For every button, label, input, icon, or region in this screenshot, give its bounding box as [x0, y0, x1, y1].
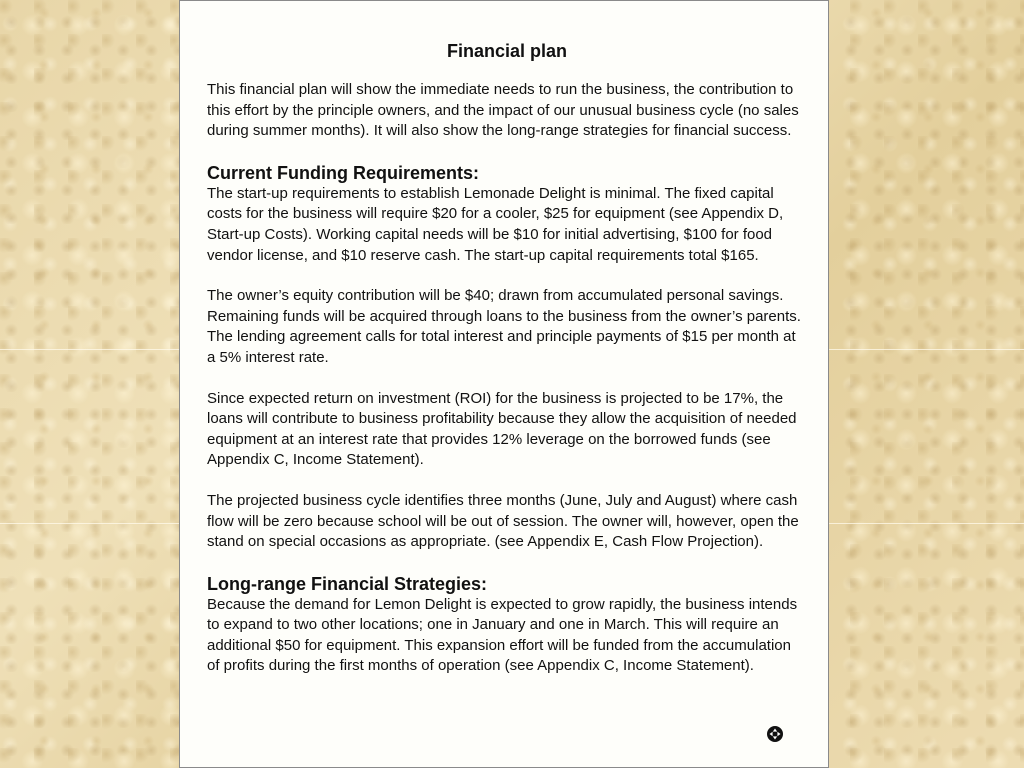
page-title: Financial plan [446, 41, 568, 61]
slide-navigation-icon[interactable] [767, 726, 783, 742]
funding-paragraph-equity: The owner’s equity contribution will be $40; drawn from accumulated personal savings. Remaining funds will be acquired through loans to the business from the owner’s parents. The lending agreement calls for total interest and principle payments of $15 per month at a 5% interest rate. [207, 287, 801, 366]
funding-paragraph-startup: The start-up requirements to establish Lemonade Delight is minimal. The fixed capital costs for the business will require $20 for a cooler, $25 for equipment (see Appendix D, Start-up Costs). Working capital needs will be $10 for initial advertising, $100 for food vendor license, and $10 reserve cash. The start-up capital requirements total $165. [207, 184, 784, 264]
funding-paragraph-roi: Since expected return on investment (ROI) for the business is projected to be 17%, the loans will contribute to business profitability because they allow the acquisition of needed equipment at an interest rate that provides 12% leverage on the borrowed funds (see Appendix C, Income Statement). [207, 389, 797, 469]
section-heading-current-funding: Current Funding Requirements: [207, 162, 480, 183]
intro-paragraph: This financial plan will show the immediate needs to run the business, the contribution to this effort by the principle owners, and the impact of our unusual business cycle (no sales during summer months). It will also show the long-range strategies for financial success. [207, 81, 799, 140]
document-page [179, 0, 829, 768]
section-heading-long-range: Long-range Financial Strategies: [207, 573, 488, 594]
long-range-paragraph: Because the demand for Lemon Delight is expected to grow rapidly, the business intends to expand to two other locations; one in January and one in March. This will require an additional $50 for equipment. This expansion effort will be funded from the accumulation of profits during the first months of operation (see Appendix C, Income Statement). [207, 595, 798, 675]
funding-paragraph-cycle: The projected business cycle identifies three months (June, July and August) where cash flow will be zero because school will be out of session. The owner will, however, open the stand on special occasions as appropriate. (see Appendix E, Cash Flow Projection). [207, 491, 799, 551]
document-content [207, 39, 807, 697]
navigation-arrows-icon [769, 728, 781, 740]
